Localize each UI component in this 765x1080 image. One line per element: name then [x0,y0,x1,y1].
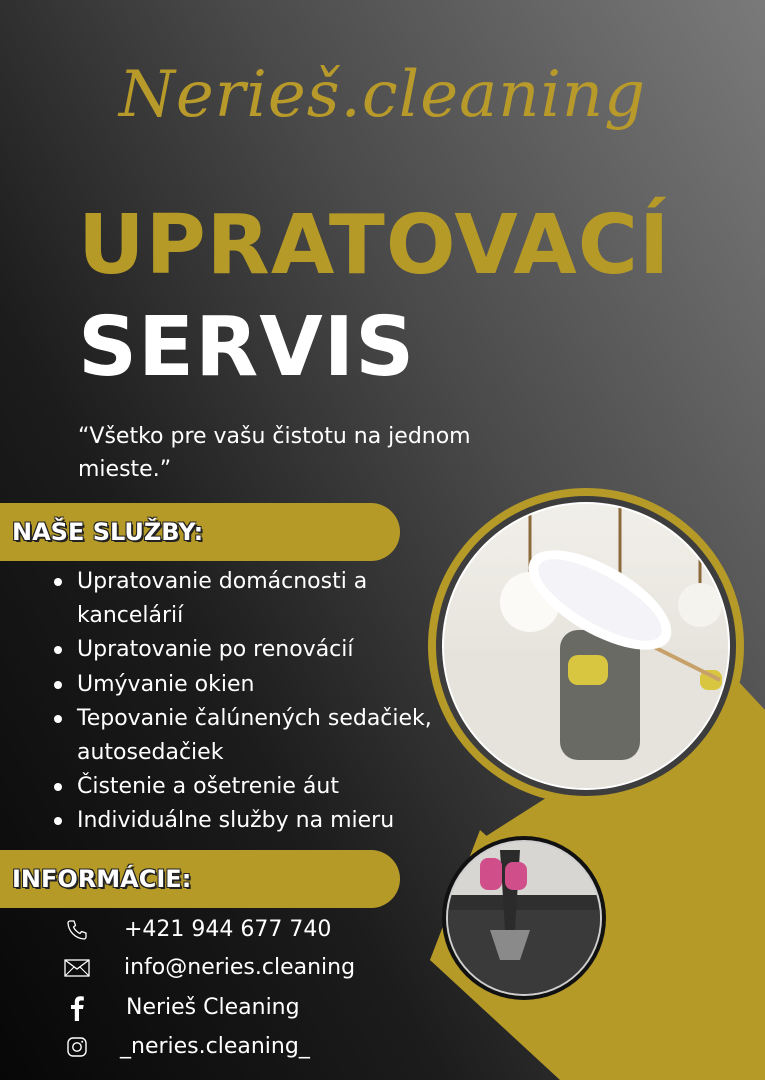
info-header-pill [0,850,400,908]
instagram-icon [62,1033,92,1061]
facebook-icon [62,994,92,1022]
tagline-quote: “Všetko pre vašu čistotu na jednom mieste.” [78,424,471,482]
service-item-home-office: Upratovanie domácnosti a kancelárií [50,565,450,633]
heading-line-1: UPRATOVACÍ [78,198,671,293]
facebook-name[interactable]: Nerieš Cleaning [126,995,300,1020]
services-title: NAŠE SLUŽBY: [12,518,204,546]
envelope-icon [62,954,92,982]
contact-facebook-row[interactable] [62,990,422,1026]
contact-email-row[interactable] [62,950,422,986]
service-item-cars: Čistenie a ošetrenie áut [50,770,450,804]
email-address[interactable]: info@neries.cleaning [124,955,356,980]
brand-logo: Nerieš.cleaning [118,58,647,132]
service-item-renovation: Upratovanie po renovácií [50,633,450,667]
service-item-custom: Individuálne služby na mieru [50,804,450,838]
heading-line-2: SERVIS [78,300,416,395]
services-list [50,565,450,839]
contact-instagram-row[interactable] [62,1029,422,1065]
service-item-upholstery: Tepovanie čalúnených sedačiek, autosedačiek [50,702,450,770]
instagram-handle[interactable]: _neries.cleaning_ [120,1034,310,1059]
info-title: INFORMÁCIE: [12,865,192,893]
phone-icon [62,916,92,944]
services-header-pill [0,503,400,561]
phone-number[interactable]: +421 944 677 740 [124,917,332,942]
service-item-windows: Umývanie okien [50,668,450,702]
contact-phone-row[interactable] [62,912,422,948]
